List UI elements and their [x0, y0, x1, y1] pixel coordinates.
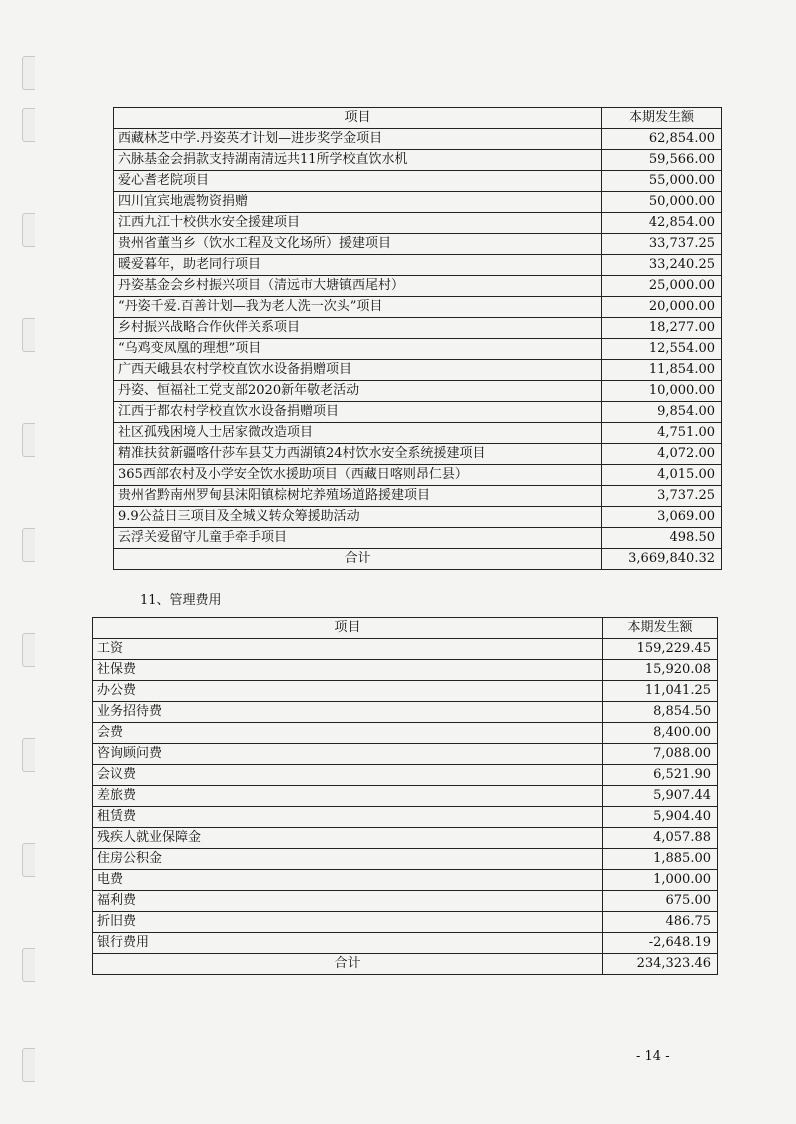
row-amount: 20,000.00 — [602, 297, 722, 318]
row-item: 社保费 — [93, 660, 603, 681]
table-row — [93, 639, 718, 660]
row-item: 暖爱暮年，助老同行项目 — [114, 255, 602, 276]
row-amount: 1,885.00 — [603, 849, 718, 870]
table-row — [114, 318, 722, 339]
binding-hole — [22, 528, 35, 562]
row-amount: 3,069.00 — [602, 507, 722, 528]
row-amount: 5,907.44 — [603, 786, 718, 807]
row-item: 折旧费 — [93, 912, 603, 933]
total-label: 合计 — [114, 549, 602, 570]
management-expense-table — [92, 617, 718, 975]
binding-hole — [22, 56, 35, 90]
row-item: 贵州省董当乡（饮水工程及文化场所）援建项目 — [114, 234, 602, 255]
table-row — [93, 786, 718, 807]
table-row — [114, 444, 722, 465]
table-row — [114, 528, 722, 549]
binding-hole — [22, 843, 35, 877]
row-amount: 486.75 — [603, 912, 718, 933]
row-amount: 8,854.50 — [603, 702, 718, 723]
table-row — [93, 744, 718, 765]
row-amount: 8,400.00 — [603, 723, 718, 744]
table-row — [114, 339, 722, 360]
table-row — [93, 933, 718, 954]
table-row — [114, 276, 722, 297]
row-amount: 33,737.25 — [602, 234, 722, 255]
table-header-row — [114, 108, 722, 129]
row-item: 会费 — [93, 723, 603, 744]
row-amount: 5,904.40 — [603, 807, 718, 828]
row-amount: 4,751.00 — [602, 423, 722, 444]
table-row — [114, 255, 722, 276]
page-number: - 14 - — [636, 1049, 670, 1064]
row-item: 江西于都农村学校直饮水设备捐赠项目 — [114, 402, 602, 423]
table-row — [114, 234, 722, 255]
row-item: 江西九江十校供水安全援建项目 — [114, 213, 602, 234]
table-total-row — [93, 954, 718, 975]
row-amount: -2,648.19 — [603, 933, 718, 954]
table-row — [93, 807, 718, 828]
table-row — [93, 891, 718, 912]
table-row — [93, 849, 718, 870]
table-row — [114, 129, 722, 150]
project-expense-table — [113, 107, 722, 570]
row-amount: 11,854.00 — [602, 360, 722, 381]
row-amount: 42,854.00 — [602, 213, 722, 234]
row-item: 365西部农村及小学安全饮水援助项目（西藏日喀则昂仁县） — [114, 465, 602, 486]
row-item: 业务招待费 — [93, 702, 603, 723]
row-item: 办公费 — [93, 681, 603, 702]
table-row — [114, 507, 722, 528]
table-row — [114, 171, 722, 192]
row-item: 会议费 — [93, 765, 603, 786]
row-amount: 25,000.00 — [602, 276, 722, 297]
row-item: 云浮关爱留守儿童手牵手项目 — [114, 528, 602, 549]
table-row — [93, 912, 718, 933]
row-item: 残疾人就业保障金 — [93, 828, 603, 849]
binding-holes — [0, 0, 60, 1124]
row-amount: 10,000.00 — [602, 381, 722, 402]
row-item: 六脉基金会捐款支持湖南清远共11所学校直饮水机 — [114, 150, 602, 171]
column-header-amount: 本期发生额 — [603, 618, 718, 639]
row-item: 住房公积金 — [93, 849, 603, 870]
binding-hole — [22, 318, 35, 352]
row-item: 丹姿基金会乡村振兴项目（清远市大塘镇西尾村） — [114, 276, 602, 297]
row-amount: 1,000.00 — [603, 870, 718, 891]
table-total-row — [114, 549, 722, 570]
row-amount: 59,566.00 — [602, 150, 722, 171]
row-item: 丹姿、恒福社工党支部2020新年敬老活动 — [114, 381, 602, 402]
binding-hole — [22, 948, 35, 982]
binding-hole — [22, 633, 35, 667]
row-amount: 4,057.88 — [603, 828, 718, 849]
table-row — [114, 423, 722, 444]
table-row — [93, 702, 718, 723]
table-row — [93, 660, 718, 681]
column-header-item: 项目 — [93, 618, 603, 639]
table-row — [114, 297, 722, 318]
row-amount: 6,521.90 — [603, 765, 718, 786]
row-amount: 4,015.00 — [602, 465, 722, 486]
table-row — [114, 381, 722, 402]
row-amount: 4,072.00 — [602, 444, 722, 465]
row-amount: 7,088.00 — [603, 744, 718, 765]
row-item: 工资 — [93, 639, 603, 660]
binding-hole — [22, 1048, 35, 1082]
table-row — [93, 870, 718, 891]
column-header-item: 项目 — [114, 108, 602, 129]
row-amount: 9,854.00 — [602, 402, 722, 423]
row-item: 广西天峨县农村学校直饮水设备捐赠项目 — [114, 360, 602, 381]
row-item: 电费 — [93, 870, 603, 891]
row-item: “丹姿千爱.百善计划—我为老人洗一次头”项目 — [114, 297, 602, 318]
row-item: 贵州省黔南州罗甸县沫阳镇棕树坨养殖场道路援建项目 — [114, 486, 602, 507]
row-item: 社区孤残困境人士居家微改造项目 — [114, 423, 602, 444]
table-row — [93, 723, 718, 744]
binding-hole — [22, 213, 35, 247]
row-amount: 3,737.25 — [602, 486, 722, 507]
row-item: 租赁费 — [93, 807, 603, 828]
row-item: 精准扶贫新疆喀什莎车县艾力西湖镇24村饮水安全系统援建项目 — [114, 444, 602, 465]
table-row — [93, 681, 718, 702]
row-item: 9.9公益日三项目及全城义转众筹援助活动 — [114, 507, 602, 528]
table-row — [114, 360, 722, 381]
row-amount: 12,554.00 — [602, 339, 722, 360]
row-item: 差旅费 — [93, 786, 603, 807]
table-row — [114, 486, 722, 507]
row-amount: 33,240.25 — [602, 255, 722, 276]
row-item: 西藏林芝中学.丹姿英才计划—进步奖学金项目 — [114, 129, 602, 150]
table-header-row — [93, 618, 718, 639]
row-amount: 15,920.08 — [603, 660, 718, 681]
row-amount: 62,854.00 — [602, 129, 722, 150]
row-amount: 55,000.00 — [602, 171, 722, 192]
total-amount: 234,323.46 — [603, 954, 718, 975]
total-label: 合计 — [93, 954, 603, 975]
section-title: 11、管理费用 — [140, 593, 222, 608]
row-item: 咨询顾问费 — [93, 744, 603, 765]
row-amount: 159,229.45 — [603, 639, 718, 660]
row-item: 爱心耆老院项目 — [114, 171, 602, 192]
row-item: 银行费用 — [93, 933, 603, 954]
table-row — [114, 465, 722, 486]
table-row — [114, 213, 722, 234]
table-row — [114, 192, 722, 213]
table-row — [93, 765, 718, 786]
binding-hole — [22, 738, 35, 772]
table-row — [93, 828, 718, 849]
row-amount: 11,041.25 — [603, 681, 718, 702]
table-row — [114, 150, 722, 171]
total-amount: 3,669,840.32 — [602, 549, 722, 570]
row-amount: 50,000.00 — [602, 192, 722, 213]
row-item: 四川宜宾地震物资捐赠 — [114, 192, 602, 213]
row-amount: 498.50 — [602, 528, 722, 549]
row-item: 福利费 — [93, 891, 603, 912]
column-header-amount: 本期发生额 — [602, 108, 722, 129]
table-row — [114, 402, 722, 423]
binding-hole — [22, 108, 35, 142]
row-item: “乌鸡变凤凰的理想”项目 — [114, 339, 602, 360]
binding-hole — [22, 423, 35, 457]
row-amount: 675.00 — [603, 891, 718, 912]
row-amount: 18,277.00 — [602, 318, 722, 339]
row-item: 乡村振兴战略合作伙伴关系项目 — [114, 318, 602, 339]
